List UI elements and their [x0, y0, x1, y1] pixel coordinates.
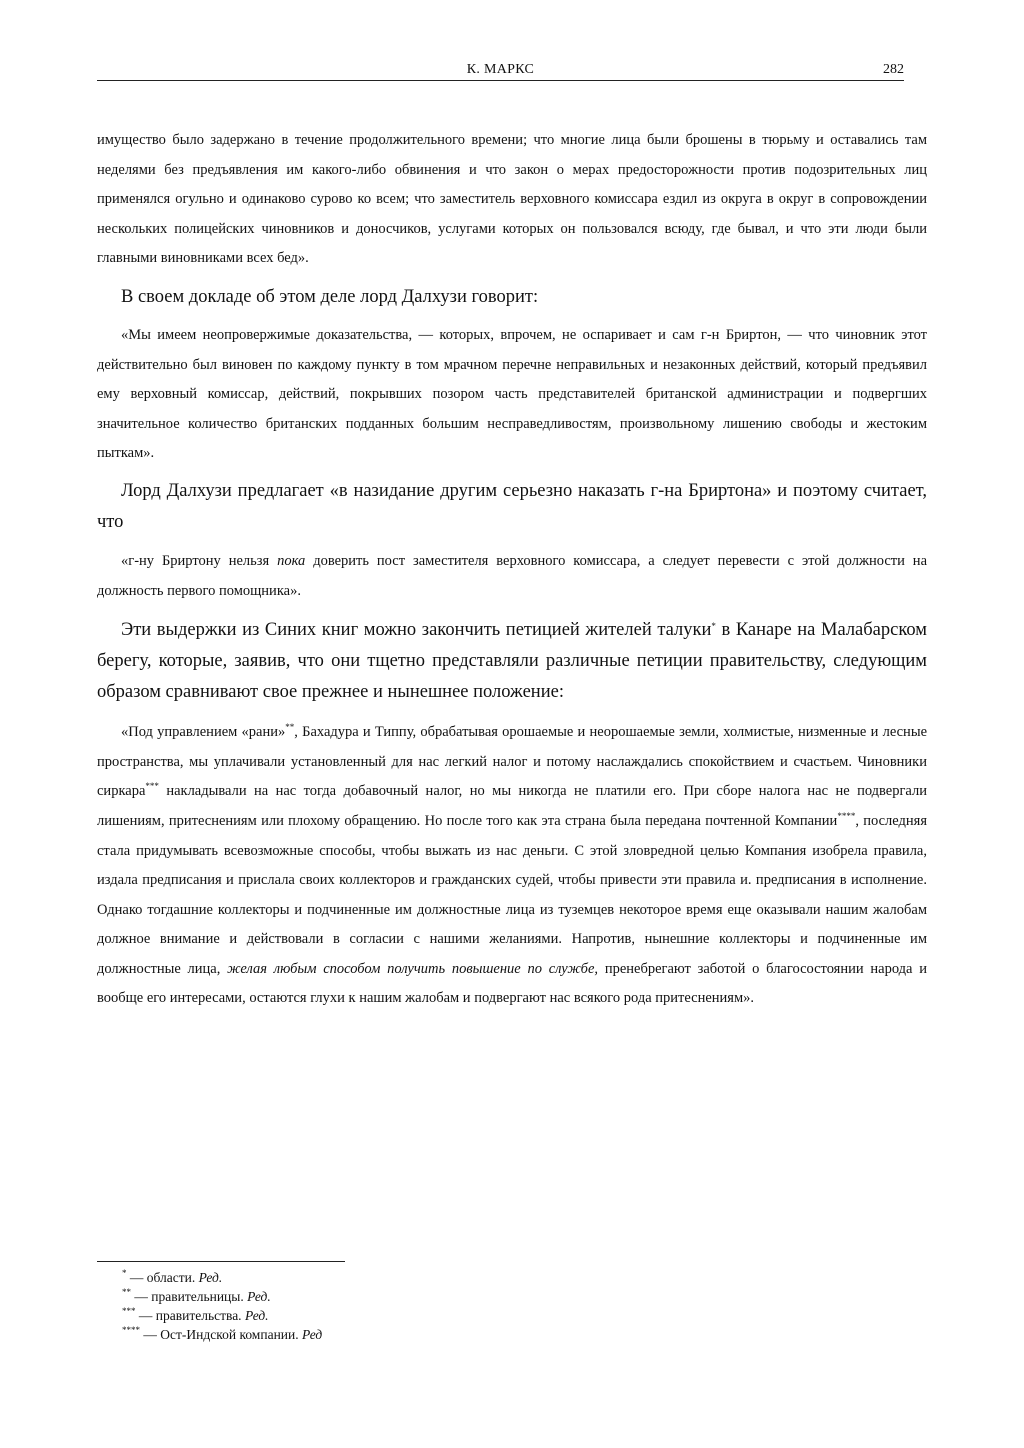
- footnote-mark: ****: [837, 810, 856, 821]
- text-run: пренебрегают заботой о благосостоянии народа и вообще его интересами, остаются глухи к нашим жалобам и подвергают нас всякого рода притеснениям».: [97, 960, 927, 1007]
- footnote-mark: *: [122, 1268, 127, 1278]
- narrative-paragraph: [97, 615, 927, 708]
- footnote: [122, 1306, 322, 1325]
- footnote-mark: ****: [122, 1325, 140, 1335]
- italic-run: пока: [277, 552, 306, 569]
- page-number: 282: [883, 62, 904, 77]
- footnote-mark: *: [711, 621, 716, 632]
- footnote-text: — правительницы.: [131, 1289, 248, 1304]
- footnote-mark: ***: [145, 781, 159, 792]
- text-run: Эти выдержки из Синих книг можно закончить петицией жителей талуки: [121, 620, 712, 641]
- footnote-editor: Ред: [302, 1327, 323, 1342]
- running-head-author: К. МАРКС: [466, 62, 535, 77]
- footnote-mark: ***: [122, 1306, 136, 1316]
- footnote-mark: **: [122, 1287, 131, 1297]
- page-header: [97, 62, 904, 81]
- quote-paragraph-petition: [97, 718, 927, 1014]
- footnote: [122, 1325, 322, 1344]
- quote-continuation-paragraph: имущество было задержано в течение продолжительного времени; что многие лица были брошены в тюрьму и оставались там неделями без предъявления им какого-либо обвинения и что закон о мерах предосторожности против подозрительных лиц применялся огульно и одинаково сурово ко всем; что заместитель верховного комиссара ездил из округа в округ в сопровождении нескольких полицейских чиновников и доносчиков, услугами которых он пользовался всюду, где бывал, и что эти люди были главными виновниками всех бед».: [97, 132, 927, 267]
- text-run: , последняя стала придумывать всевозможные способы, чтобы выжать из нас деньги. С этой зловредной целью Компания изобрела правила, издала предписания и прислала своих коллекторов и гражданских судей, чтобы привести эти правила и. предписания в исполнение. Однако тогдашние коллекторы и подчиненные им должностные лица из туземцев некоторое время еще оказывали нашим жалобам должное внимание и действовали в согласии с нашими желаниями. Напротив, нынешние коллекторы и подчиненные им должностные лица,: [97, 812, 927, 977]
- quote-paragraph-brirton: [97, 547, 927, 606]
- text-run: в Канаре на Малабарском берегу, которые, заявив, что они тщетно представляли различные петиции правительству, следующим образом сравнивают свое прежнее и нынешнее положение:: [97, 620, 927, 703]
- footnote-editor: Ред.: [244, 1308, 269, 1323]
- text-run: доверить пост заместителя верховного комиссара, а следует перевести с этой должности на должность первого помощника».: [97, 552, 928, 599]
- footnote-divider: [97, 1261, 345, 1262]
- text-run: «г-ну Бриртону нельзя: [121, 552, 278, 569]
- footnote-text: — области.: [126, 1270, 199, 1285]
- text-run: , Бахадура и Типпу, обрабатывая орошаемые и неорошаемые земли, холмистые, низменные и лесные пространства, мы уплачивали установленный для нас легкий налог и потому наслаждались спокойствием и счастьем. Чиновники сиркара: [97, 724, 927, 800]
- italic-run: желая любым способом получить повышение по службе,: [227, 960, 599, 977]
- footnote-text: — правительства.: [135, 1308, 245, 1323]
- footnote: [122, 1268, 322, 1287]
- narrative-paragraph: Лорд Далхузи предлагает «в назидание другим серьезно наказать г-на Бриртона» и поэтому считает, что: [97, 480, 927, 532]
- quote-paragraph-dalhousie: «Мы имеем неопровержимые доказательства, — которых, впрочем, не оспаривает и сам г-н Бриртон, — что чиновник этот действительно был виновен по каждому пункту в том мрачном перечне неправильных и незаконных действий, который предъявил ему верховный комиссар, действий, покрывших позором часть представителей британской администрации и подвергших значительное количество британских подданных большим несправедливостям, произвольному лишению свободы и жестоким пыткам».: [97, 326, 927, 462]
- text-run: накладывали на нас тогда добавочный налог, но мы никогда не платили его. При сборе налога нас не подвергали лишениям, притеснениям или плохому обращению. Но после того как эта страна была передана почтенной Компании: [97, 783, 927, 829]
- page-body: [97, 126, 927, 1014]
- footnote-editor: Ред.: [198, 1270, 223, 1285]
- footnote: [122, 1287, 322, 1306]
- footnote-mark: **: [285, 722, 295, 733]
- footnote-text: — Ост-Индской компании.: [140, 1327, 302, 1342]
- narrative-paragraph: В своем докладе об этом деле лорд Далхузи говорит:: [121, 286, 539, 307]
- text-run: «Под управлением «рани»: [121, 724, 286, 741]
- footnotes: [122, 1268, 322, 1344]
- footnote-editor: Ред.: [247, 1289, 271, 1304]
